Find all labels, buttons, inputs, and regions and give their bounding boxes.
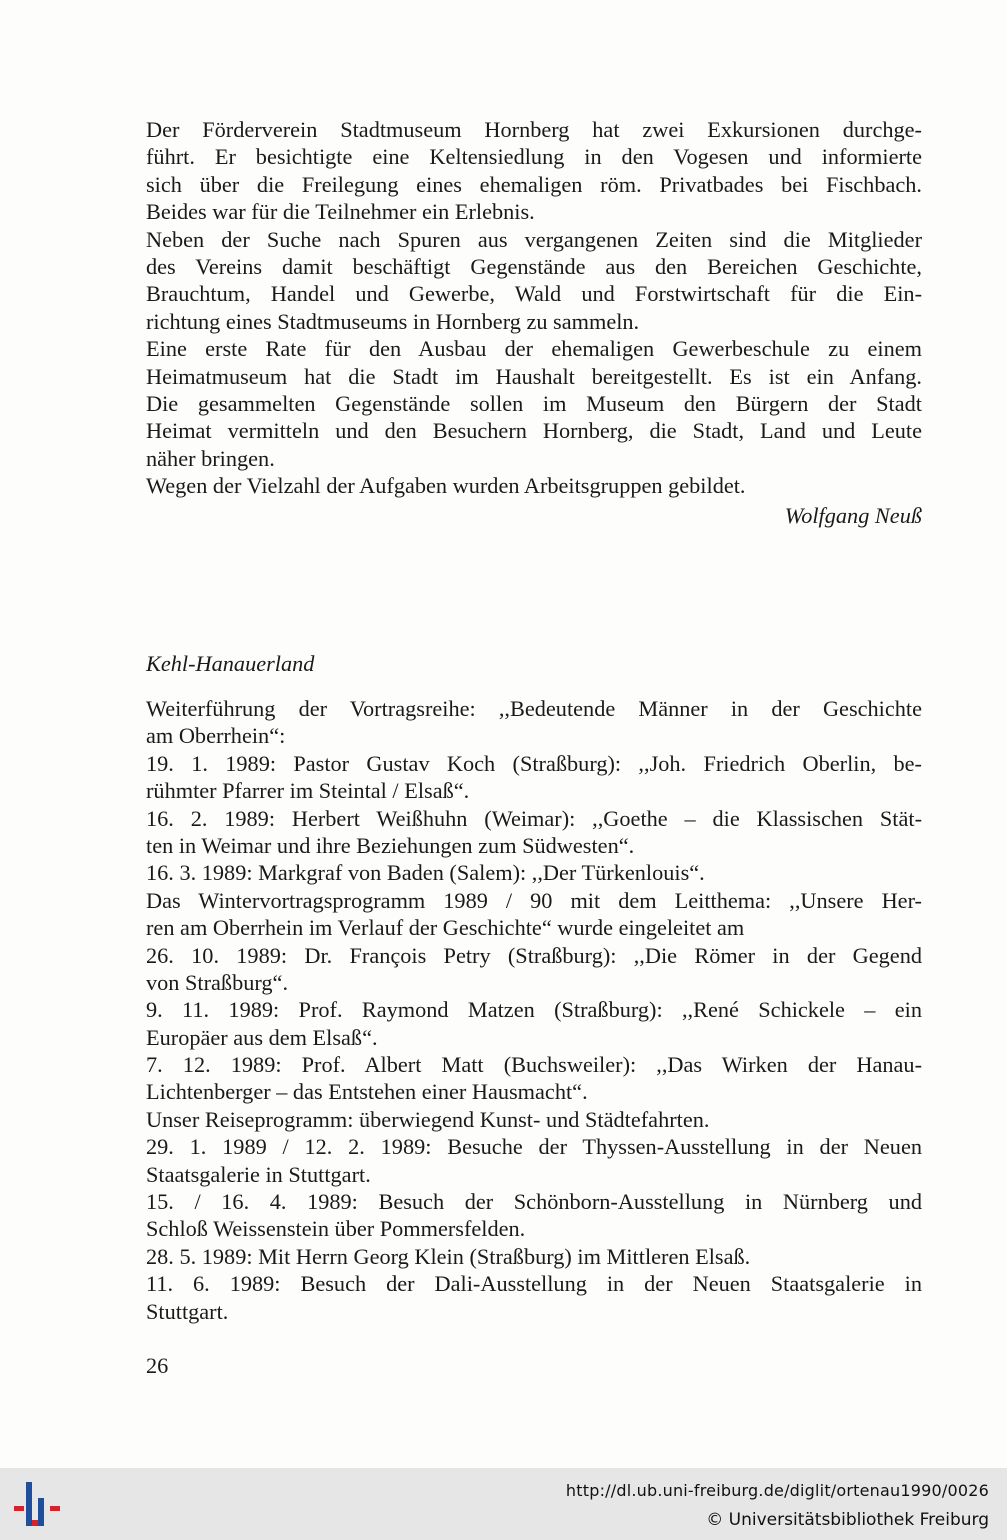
- library-footer: [0, 1468, 1007, 1540]
- text-line: richtung eines Stadtmuseums in Hornberg zu sammeln.: [146, 308, 640, 334]
- text-line: von Straßburg“.: [146, 969, 289, 995]
- text-line: 26. 10. 1989: Dr. François Petry (Straßburg): ,,Die Römer in der Gegend: [146, 942, 922, 968]
- author-signature: Wolfgang Neuß: [784, 503, 922, 529]
- section-hornberg: [146, 116, 922, 530]
- text-line: Wegen der Vielzahl der Aufgaben wurden Arbeitsgruppen gebildet.: [146, 473, 746, 499]
- text-line: Eine erste Rate für den Ausbau der ehemaligen Gewerbeschule zu einem: [146, 336, 922, 362]
- text-line: Das Wintervortragsprogramm 1989 / 90 mit dem Leitthema: ,,Unsere Her-: [146, 887, 922, 913]
- text-line: führt. Er besichtigte eine Keltensiedlung in den Vogesen und informierte: [146, 144, 922, 170]
- ub-freiburg-logo-icon: [12, 1476, 64, 1532]
- text-line: ten in Weimar und ihre Beziehungen zum Südwesten“.: [146, 832, 635, 858]
- text-line: am Oberrhein“:: [146, 723, 286, 749]
- text-line: Heimat vermitteln und den Besuchern Hornberg, die Stadt, Land und Leute: [146, 418, 922, 444]
- text-line: 19. 1. 1989: Pastor Gustav Koch (Straßburg): ,,Joh. Friedrich Oberlin, be-: [146, 750, 922, 776]
- text-line: sich über die Freilegung eines ehemaligen röm. Privatbades bei Fischbach.: [146, 171, 922, 197]
- text-line: 28. 5. 1989: Mit Herrn Georg Klein (Straßburg) im Mittleren Elsaß.: [146, 1243, 751, 1269]
- text-line: Stuttgart.: [146, 1298, 229, 1324]
- text-line: Schloß Weissenstein über Pommersfelden.: [146, 1216, 526, 1242]
- text-line: des Vereins damit beschäftigt Gegenstände aus den Bereichen Geschichte,: [146, 253, 922, 279]
- text-line: 16. 2. 1989: Herbert Weißhuhn (Weimar): ,,Goethe – die Klassischen Stät-: [146, 805, 922, 831]
- text-line: Staatsgalerie in Stuttgart.: [146, 1161, 371, 1187]
- text-line: Brauchtum, Handel und Gewerbe, Wald und Forstwirtschaft für die Ein-: [146, 281, 922, 307]
- text-line: Lichtenberger – das Entstehen einer Hausmacht“.: [146, 1079, 588, 1105]
- text-line: Beides war für die Teilnehmer ein Erlebnis.: [146, 199, 535, 225]
- text-line: rühmter Pfarrer im Steintal / Elsaß“.: [146, 778, 470, 804]
- text-line: Heimatmuseum hat die Stadt im Haushalt bereitgestellt. Es ist ein Anfang.: [146, 363, 922, 389]
- text-line: Europäer aus dem Elsaß“.: [146, 1024, 378, 1050]
- text-line: ren am Oberrhein im Verlauf der Geschichte“ wurde eingeleitet am: [146, 915, 745, 941]
- section-kehl-hanauerland: [146, 695, 922, 1325]
- page-number: 26: [146, 1353, 169, 1378]
- copyright-text: © Universitätsbibliothek Freiburg: [706, 1510, 989, 1530]
- permalink-url[interactable]: http://dl.ub.uni-freiburg.de/diglit/ortenau1990/0026: [565, 1481, 989, 1500]
- text-line: 16. 3. 1989: Markgraf von Baden (Salem): ,,Der Türkenlouis“.: [146, 860, 705, 886]
- text-line: Weiterführung der Vortragsreihe: ,,Bedeutende Männer in der Geschichte: [146, 696, 922, 721]
- text-line: 29. 1. 1989 / 12. 2. 1989: Besuche der Thyssen-Ausstellung in der Neuen: [146, 1134, 922, 1160]
- text-line: Die gesammelten Gegenstände sollen im Museum den Bürgern der Stadt: [146, 390, 922, 416]
- text-line: 15. / 16. 4. 1989: Besuch der Schönborn-Ausstellung in Nürnberg und: [146, 1189, 922, 1215]
- text-line: 9. 11. 1989: Prof. Raymond Matzen (Straßburg): ,,René Schickele – ein: [146, 997, 922, 1023]
- text-line: näher bringen.: [146, 445, 275, 471]
- text-line: Neben der Suche nach Spuren aus vergangenen Zeiten sind die Mitglieder: [146, 226, 922, 252]
- text-line: Der Förderverein Stadtmuseum Hornberg hat zwei Exkursionen durchge-: [146, 117, 922, 142]
- text-line: 11. 6. 1989: Besuch der Dali-Ausstellung in der Neuen Staatsgalerie in: [146, 1271, 922, 1297]
- text-line: 7. 12. 1989: Prof. Albert Matt (Buchsweiler): ,,Das Wirken der Hanau-: [146, 1052, 922, 1078]
- text-line: Unser Reiseprogramm: überwiegend Kunst- und Städtefahrten.: [146, 1106, 710, 1132]
- section-heading: Kehl-Hanauerland: [146, 651, 315, 676]
